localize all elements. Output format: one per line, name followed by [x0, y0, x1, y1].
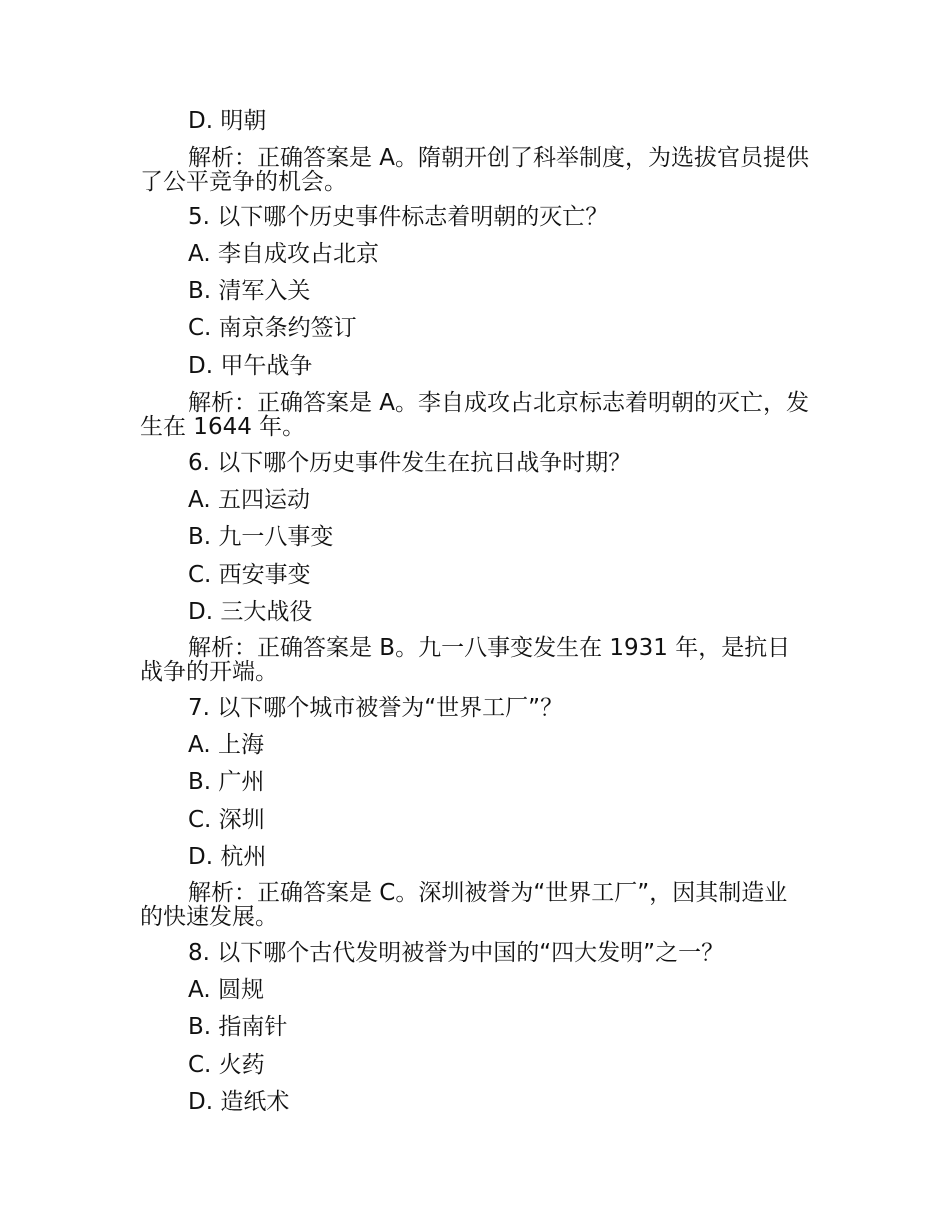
q5-option-d: D. 甲午战争 [188, 353, 313, 379]
q7-explanation: 解析：正确答案是 C。深圳被誉为“世界工厂”，因其制造业的快速发展。 [140, 880, 788, 930]
q7-option-b: B. 广州 [188, 769, 265, 795]
q7-option-c: C. 深圳 [188, 807, 265, 833]
q6-option-a: A. 五四运动 [188, 487, 310, 513]
q6-option-c: C. 西安事变 [188, 562, 311, 588]
q4-explanation: 解析：正确答案是 A。隋朝开创了科举制度，为选拔官员提供了公平竞争的机会。 [140, 145, 810, 195]
q6-option-b: B. 九一八事变 [188, 524, 334, 550]
q7-option-d: D. 杭州 [188, 844, 267, 870]
q5-explanation: 解析：正确答案是 A。李自成攻占北京标志着明朝的灭亡，发生在 1644 年。 [140, 390, 810, 440]
q7-question: 7. 以下哪个城市被誉为“世界工厂”？ [188, 695, 564, 721]
q8-option-d: D. 造纸术 [188, 1089, 290, 1115]
q4-option-d: D. 明朝 [188, 108, 267, 134]
q8-question: 8. 以下哪个古代发明被誉为中国的“四大发明”之一？ [188, 940, 725, 966]
q6-option-d: D. 三大战役 [188, 599, 313, 625]
q5-option-c: C. 南京条约签订 [188, 315, 357, 341]
q8-option-a: A. 圆规 [188, 977, 264, 1003]
q6-explanation: 解析：正确答案是 B。九一八事变发生在 1931 年，是抗日战争的开端。 [140, 635, 791, 685]
q7-option-a: A. 上海 [188, 732, 264, 758]
q5-option-b: B. 清军入关 [188, 278, 311, 304]
q6-question: 6. 以下哪个历史事件发生在抗日战争时期？ [188, 450, 632, 476]
q5-question: 5. 以下哪个历史事件标志着明朝的灭亡？ [188, 204, 609, 230]
q5-option-a: A. 李自成攻占北京 [188, 241, 379, 267]
q8-option-b: B. 指南针 [188, 1014, 288, 1040]
q8-option-c: C. 火药 [188, 1052, 265, 1078]
